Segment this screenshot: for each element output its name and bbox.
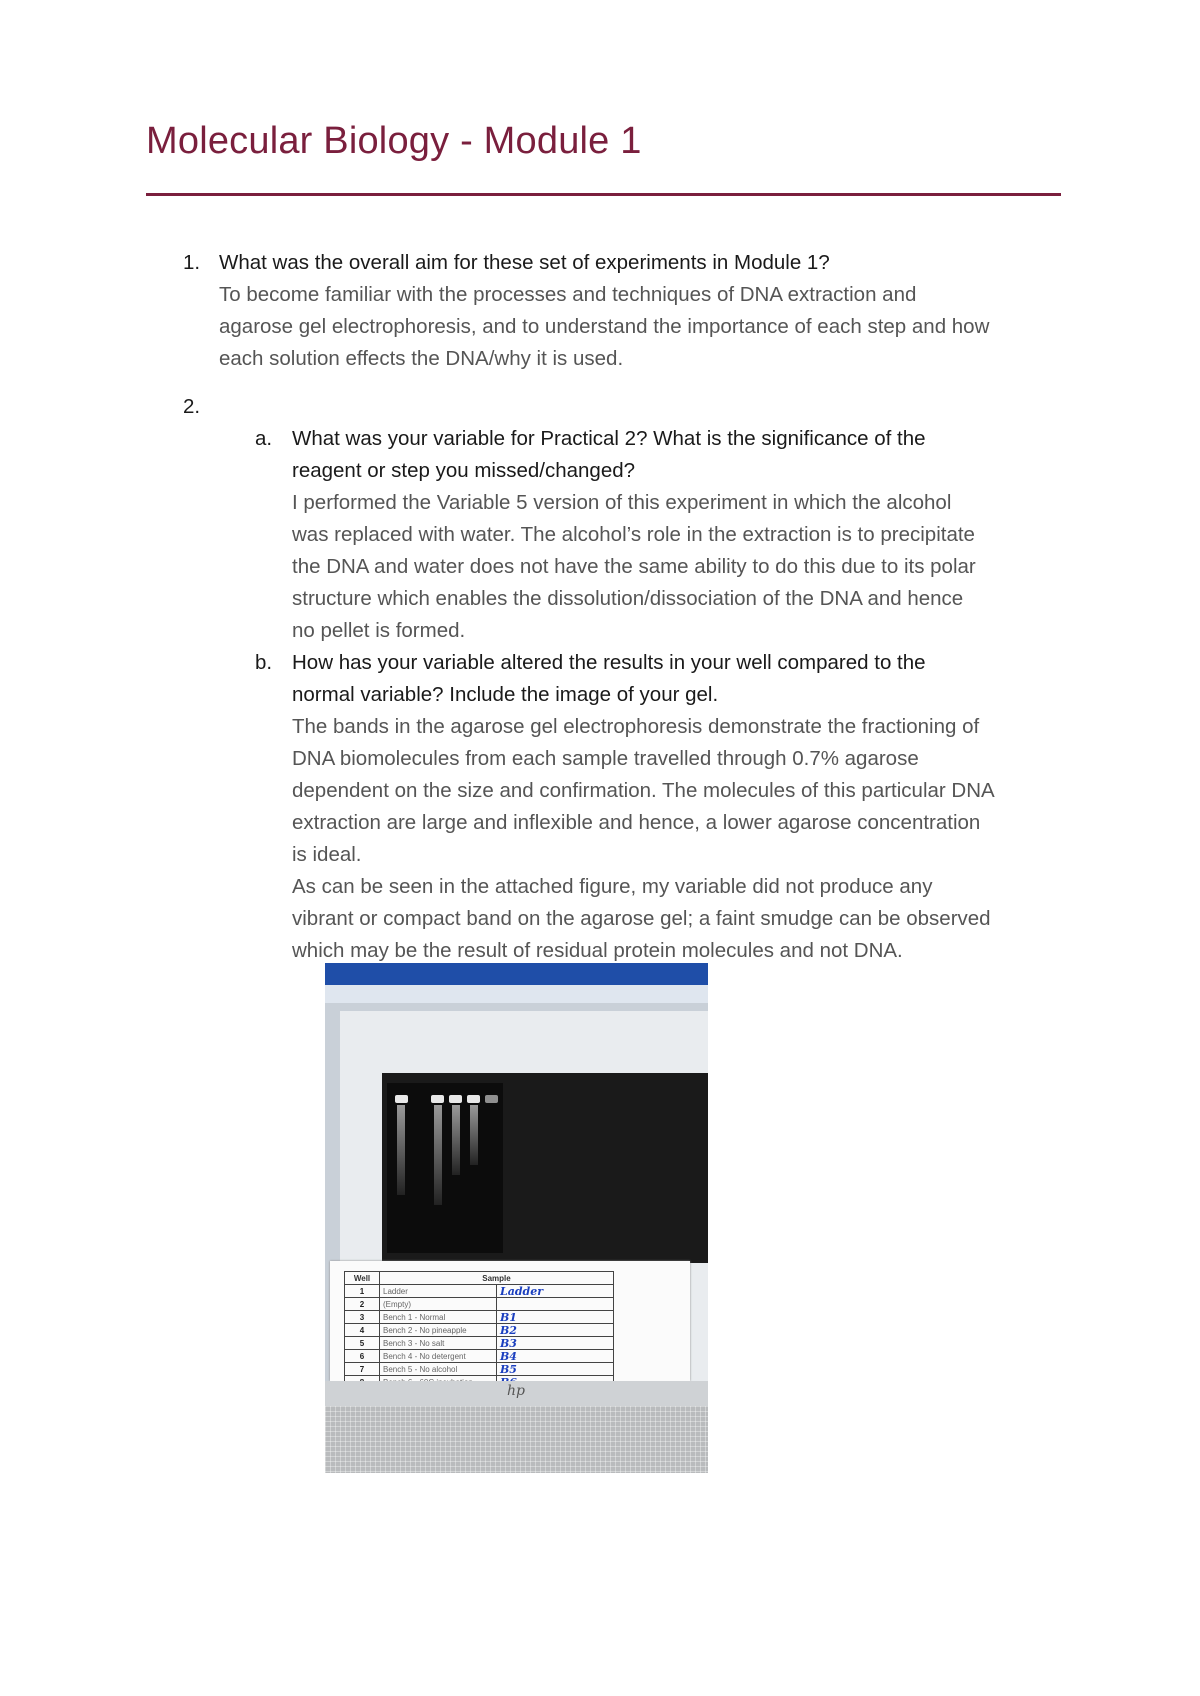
gel-image	[387, 1083, 503, 1253]
q1-number: 1.	[183, 251, 201, 274]
well-table	[344, 1271, 614, 1389]
well-number: 6	[345, 1350, 380, 1363]
handwritten-label: B1	[497, 1311, 614, 1324]
well-number: 1	[345, 1285, 380, 1298]
sample-label: Bench 1 - Normal	[380, 1311, 497, 1324]
q2a-block	[292, 423, 976, 647]
gel-band	[449, 1095, 462, 1103]
q2b-letter: b.	[255, 651, 273, 674]
well-number: 3	[345, 1311, 380, 1324]
gel-lane	[397, 1105, 405, 1195]
sample-label: Bench 3 - No salt	[380, 1337, 497, 1350]
well-number: 5	[345, 1337, 380, 1350]
software-titlebar	[325, 963, 708, 985]
gel-band	[431, 1095, 444, 1103]
table-row	[345, 1350, 614, 1363]
well-number: 2	[345, 1298, 380, 1311]
document-title: Molecular Biology - Module 1	[146, 120, 642, 162]
q1-question: What was the overall aim for these set of experiments in Module 1?	[219, 251, 830, 274]
hp-logo: hp	[507, 1383, 525, 1399]
table-row	[345, 1363, 614, 1376]
table-row	[345, 1324, 614, 1337]
handwritten-label: B2	[497, 1324, 614, 1337]
gel-lane	[452, 1105, 460, 1175]
well-label-card	[330, 1261, 690, 1381]
q1-block	[219, 247, 989, 375]
well-number: 7	[345, 1363, 380, 1376]
q2-number: 2.	[183, 395, 201, 418]
handwritten-label: B5	[497, 1363, 614, 1376]
q2b-block	[292, 647, 995, 967]
q2a-answer: I performed the Variable 5 version of this experiment in which the alcohol was replaced with water. The alcohol’s role in the extraction is to precipitate the DNA and water does not have the same ability to do this due to its polar structure which enables the dissolution/dissociation of the DNA and hence no pellet is formed.	[292, 491, 976, 642]
gel-lane	[470, 1105, 478, 1165]
gel-band-faint	[485, 1095, 498, 1103]
keyboard	[325, 1406, 708, 1473]
gel-photo	[325, 963, 708, 1473]
sample-label: Bench 4 - No detergent	[380, 1350, 497, 1363]
q1-answer: To become familiar with the processes and techniques of DNA extraction and agarose gel electrophoresis, and to understand the importance of each step and how each solution effects the DNA/why it is used.	[219, 283, 990, 370]
table-row	[345, 1285, 614, 1298]
handwritten-label: Ladder	[497, 1285, 614, 1298]
q2a-question: What was your variable for Practical 2? What is the significance of the reagent or step you missed/changed?	[292, 427, 926, 482]
q2a-letter: a.	[255, 427, 273, 450]
well-header: Well	[345, 1272, 380, 1285]
title-divider	[146, 193, 1061, 196]
q2b-answer: The bands in the agarose gel electrophoresis demonstrate the fractioning of DNA biomolecules from each sample travelled through 0.7% agarose dependent on the size and confirmation. The molecules of this particular DNA extraction are large and inflexible and hence, a lower agarose concentration is ideal. As can be seen in the attached figure, my variable did not produce any vibrant or compact band on the agarose gel; a faint smudge can be observed which may be the result of residual protein molecules and not DNA.	[292, 715, 995, 962]
table-row	[345, 1298, 614, 1311]
table-row	[345, 1337, 614, 1350]
handwritten-label	[497, 1298, 614, 1311]
sample-label: Bench 2 - No pineapple	[380, 1324, 497, 1337]
table-row	[345, 1311, 614, 1324]
sample-label: Bench 5 - No alcohol	[380, 1363, 497, 1376]
software-toolbar	[325, 985, 708, 1003]
handwritten-label: B4	[497, 1350, 614, 1363]
handwritten-label: B3	[497, 1337, 614, 1350]
gel-band	[467, 1095, 480, 1103]
gel-lane	[434, 1105, 442, 1205]
gel-band	[395, 1095, 408, 1103]
well-number: 4	[345, 1324, 380, 1337]
sample-header: Sample	[380, 1272, 614, 1285]
q2b-question: How has your variable altered the results in your well compared to the normal variable? Include the image of your gel.	[292, 651, 926, 706]
sample-label: Ladder	[380, 1285, 497, 1298]
sample-label: (Empty)	[380, 1298, 497, 1311]
